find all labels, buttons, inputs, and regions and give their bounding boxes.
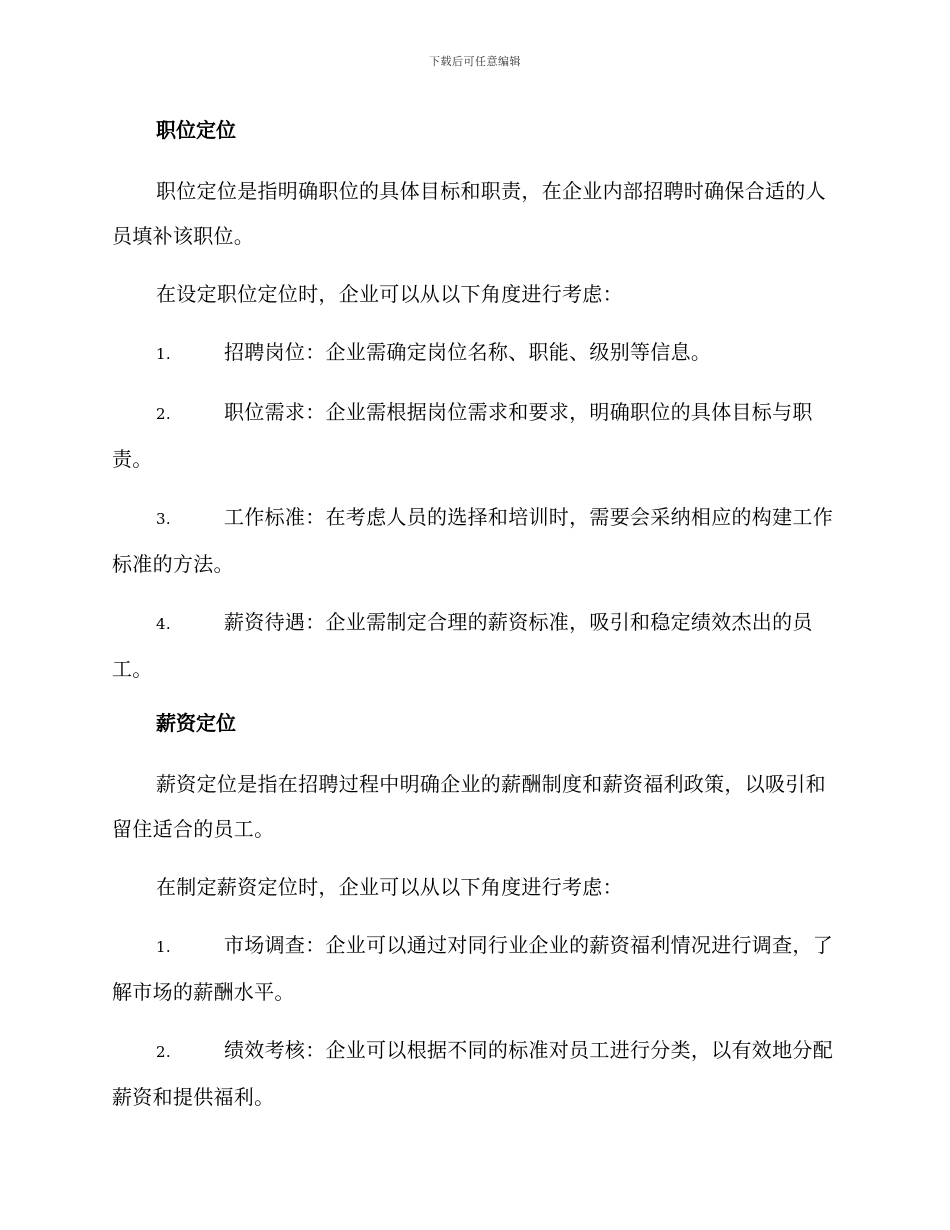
list-item-number: 2. [156,1043,171,1061]
list-item-number: 3. [156,510,171,528]
list-item-text: 市场调查：企业可以通过对同行业企业的薪资福利情况进行调查，了解市场的薪酬水平。 [112,933,833,1004]
list-item [112,923,838,1015]
section-heading-position: 职位定位 [156,118,236,142]
list-item-number: 4. [156,615,171,633]
paragraph: 薪资定位是指在招聘过程中明确企业的薪酬制度和薪资福利政策，以吸引和留住适合的员工。 [112,772,826,841]
page-header: 下载后可任意编辑 [429,55,521,68]
document-body [112,112,838,1133]
list-item-number: 1. [156,938,171,956]
list-item-text: 招聘岗位：企业需确定岗位名称、职能、级别等信息。 [224,340,712,364]
paragraph: 职位定位是指明确职位的具体目标和职责，在企业内部招聘时确保合适的人员填补该职位。 [112,179,826,248]
list-item [112,390,838,482]
list-item-text: 工作标准：在考虑人员的选择和培训时，需要会采纳相应的构建工作标准的方法。 [112,505,833,576]
list-item-number: 2. [156,405,171,423]
list-item-text: 职位需求：企业需根据岗位需求和要求，明确职位的具体目标与职责。 [112,400,813,471]
section-heading-salary: 薪资定位 [156,711,236,735]
list-item [112,330,838,377]
paragraph: 在设定职位定位时，企业可以从以下角度进行考虑： [156,282,623,306]
paragraph: 在制定薪资定位时，企业可以从以下角度进行考虑： [156,875,623,899]
list-item [112,1028,838,1120]
list-item-text: 薪资待遇：企业需制定合理的薪资标准，吸引和稳定绩效杰出的员工。 [112,610,813,681]
list-item [112,600,838,692]
list-item-text: 绩效考核：企业可以根据不同的标准对员工进行分类，以有效地分配薪资和提供福利。 [112,1038,833,1109]
list-item-number: 1. [156,345,171,363]
list-item [112,495,838,587]
